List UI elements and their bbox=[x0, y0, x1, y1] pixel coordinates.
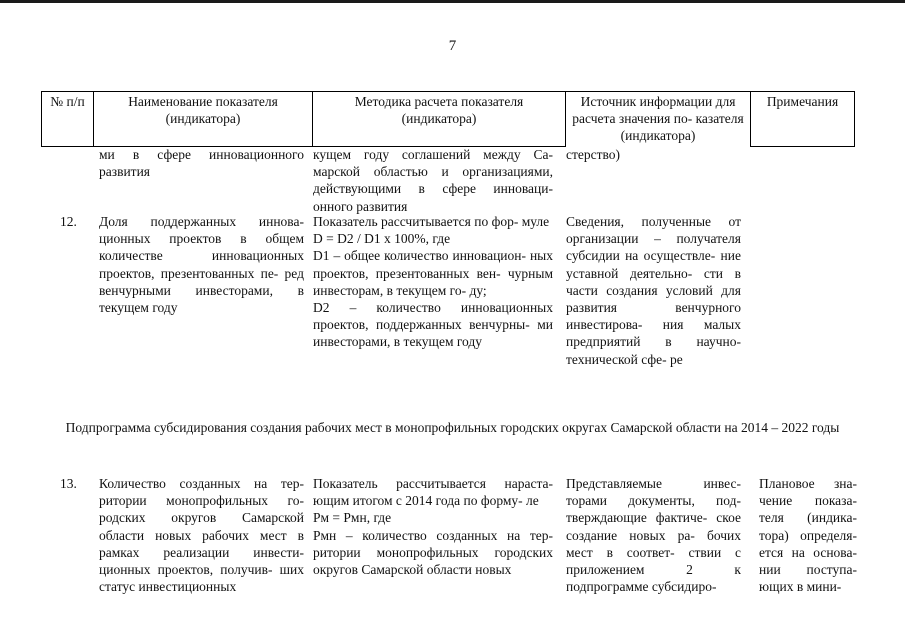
row-13-method-line: Показатель рассчитывается нараста- ющим итогом с 2014 года по форму- ле bbox=[313, 476, 553, 509]
row-13-method-line: Рмн – количество созданных на тер- ритории монопрофильных городских округов Самарской области новых bbox=[313, 527, 553, 578]
top-edge-bar bbox=[0, 0, 905, 3]
header-number: № п/п bbox=[42, 92, 94, 147]
row-12-method-line: D1 – общее количество инновацион- ных проектов, презентованных вен- чурным инвесторам, в текущем го- ду; bbox=[313, 248, 553, 298]
row-13-name: Количество созданных на тер- ритории монопрофильных го- родских округов Самарской области новых рабочих мест в рамках реализации инвести- ционных проектов, получив- ших статус инвестиционных bbox=[99, 476, 304, 595]
row-13-formula: Рм = Рмн, где bbox=[313, 510, 392, 526]
row-12-method-line: Показатель рассчитывается по фор- муле bbox=[313, 214, 550, 229]
row-12-method-line: D2 – количество инновационных проектов, поддержанных венчурны- ми инвесторами, в текущем году bbox=[313, 300, 553, 350]
row-12-formula: D = D2 / D1 x 100%, где bbox=[313, 231, 451, 247]
row-13-method bbox=[313, 475, 553, 578]
row-13-note: Плановое зна- чение показа- теля (индика- тора) определя- ется на основа- нии поступа- ющих в мини- bbox=[759, 476, 857, 595]
row-13-source: Представляемые инвес- торами документы, под- тверждающие фактиче- ское создание новых ра- бочих мест в соответ- ствии с приложением 2 к подпрограмме субсидиро- bbox=[566, 476, 741, 595]
row-12-number: 12. bbox=[60, 214, 77, 229]
header-indicator-name: Наименование показателя (индикатора) bbox=[94, 92, 313, 147]
row-cont-source: стерство) bbox=[566, 147, 621, 162]
header-source: Источник информации для расчета значения по- казателя (индикатора) bbox=[566, 92, 751, 147]
indicator-table-header bbox=[41, 91, 855, 147]
header-notes: Примечания bbox=[751, 92, 855, 147]
header-method: Методика расчета показателя (индикатора) bbox=[313, 92, 566, 147]
row-12-name: Доля поддержанных иннова- ционных проектов в общем количестве инновационных проектов, презентованных пе- ред венчурными инвесторами, в текущем году bbox=[99, 214, 304, 316]
row-cont-method: кущем году соглашений между Са- марской областью и организациями, действующими в сфере инноваци- онного развития bbox=[313, 147, 553, 214]
row-12-source: Сведения, полученные от организации – получателя субсидии на осуществле- ние уставной деятельно- сти в части создания условий для развития венчурного инвестирова- ния малых предприятий в научно-технической сфе- ре bbox=[566, 214, 741, 367]
row-cont-name: ми в сфере инновационного развития bbox=[99, 147, 304, 180]
row-12-method bbox=[313, 213, 553, 351]
subprogram-title: Подпрограмма субсидирования создания рабочих мест в монопрофильных городских округах Самарской области на 2014 – 2022 годы bbox=[65, 420, 840, 435]
page-number: 7 bbox=[448, 38, 457, 54]
row-13-number: 13. bbox=[60, 476, 77, 491]
